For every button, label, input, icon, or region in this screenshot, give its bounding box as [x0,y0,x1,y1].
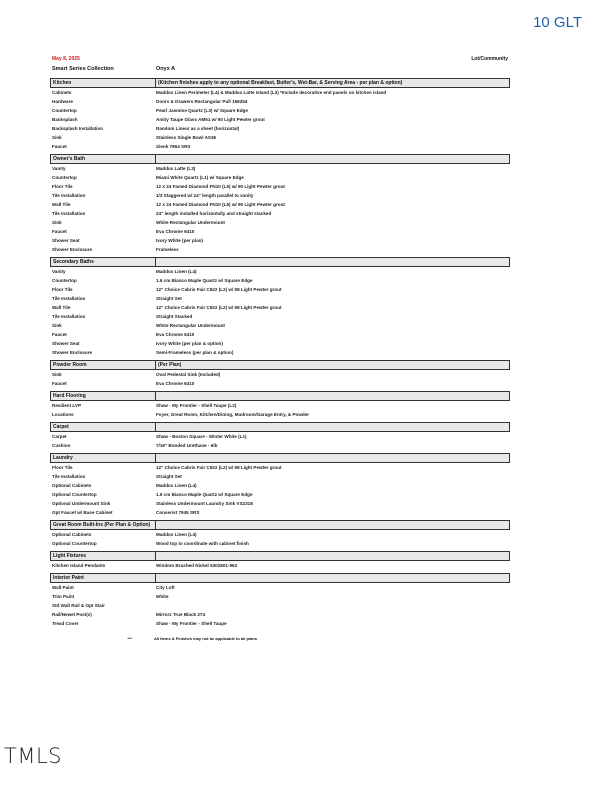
section-note [155,423,509,431]
spec-value: Mirrorz True Black 274 [156,612,206,617]
spec-value: Wood top to coordinate with cabinet finish [156,541,249,546]
spec-row [50,619,510,628]
spec-value: 7/16" Bonded Urethane - 6lb [156,443,218,448]
spec-row [50,379,510,388]
spec-value: Pearl Jasmine Quartz (L3) w/ Square Edge [156,108,248,113]
spec-row [50,490,510,499]
spec-value: Shaw - Boston Square - Winter White (L1) [156,434,247,439]
spec-value: Ivory White (per plan) [156,238,203,243]
section [50,78,510,151]
lot-community: Lot/Community [471,56,508,62]
sheet-date: May 8, 2025 [52,56,80,62]
spec-row [50,330,510,339]
spec-value: Straight Stacked [156,314,193,319]
sheet-header [50,54,510,63]
selection-sheet [50,54,510,641]
spec-value [156,601,510,610]
section-title: Interior Paint [53,575,84,581]
spec-value: 12" Choice Cabris Fair C522 (L2) w/ 98 Light Pewter grout [156,287,282,292]
section [50,257,510,357]
spec-row [50,583,510,592]
section-note [155,521,509,529]
spec-row [50,339,510,348]
spec-value: Shaw - My Frontier - Shell Taupe [156,621,227,626]
spec-value: 1.6 cm Bianco Maple Quartz w/ Square Edge [156,492,253,497]
section-header [50,78,510,88]
spec-value: Straight Set [156,474,182,479]
spec-value: White Rectangular Undermount [156,220,225,225]
spec-item: Tile Installation [52,296,86,301]
section-note [155,392,509,400]
section-title: Secondary Baths [53,259,94,265]
spec-row [50,472,510,481]
spec-row [50,88,510,97]
spec-value: Sienk 7864 SRS [156,144,191,149]
spec-row [50,200,510,209]
spec-value: Maddox Linen Perimeter (L4) & Maddox Latte Island (L3) *Include decorative end panels on kitchen island [156,90,387,95]
section-note [155,552,509,560]
collection-name: Smart Series Collection [52,66,114,72]
spec-row [50,592,510,601]
spec-item: Sink [52,372,62,377]
spec-item: Kitchen Island Pendants [52,563,106,568]
spec-item: Tile Installation [52,314,86,319]
spec-item: Vanity [52,269,66,274]
section-header [50,391,510,401]
spec-row [50,106,510,115]
spec-value: Oval Pedestal Sink (Included) [156,372,221,377]
spec-item: Rail/Newel Post(s) [52,612,92,617]
spec-item: Faucet [52,332,67,337]
spec-row [50,124,510,133]
spec-item: Opt Faucet w/ Base Cabinet [52,510,113,515]
section-title: Carpet [53,424,69,430]
section-title: Kitchen [53,80,72,86]
spec-item: Sink [52,220,62,225]
spec-value: Stainless Single Bowl AS36 [156,135,217,140]
spec-row [50,245,510,254]
spec-row [50,276,510,285]
section-header [50,360,510,370]
spec-item: Sink [52,323,62,328]
section-header [50,154,510,164]
spec-row [50,142,510,151]
spec-row [50,191,510,200]
section-note [155,155,509,163]
spec-value: Miami White Quartz (L1) w/ Square Edge [156,175,244,180]
spec-item: Floor Tile [52,465,73,470]
spec-row [50,133,510,142]
section-title: Hard Flooring [53,393,86,399]
section-title: Laundry [53,455,73,461]
spec-value: Foyer, Great Room, Kitchen/Dining, Mudroom/Garage Entry, & Powder [156,412,310,417]
spec-item: Tread Cover [52,621,79,626]
spec-row [50,508,510,517]
spec-row [50,348,510,357]
spec-row [50,370,510,379]
spec-value: Conserist 7945 SRS [156,510,200,515]
spec-value: 24" length installed horizontally and straight stacked [156,211,272,216]
spec-row [50,539,510,548]
spec-item: Optional Undermount Sink [52,501,111,506]
spec-item: Vanity [52,166,66,171]
spec-item: Floor Tile [52,184,73,189]
spec-row [50,441,510,450]
spec-row [50,227,510,236]
spec-item: Floor Tile [52,287,73,292]
spec-value: Shaw - My Frontier - Shell Taupe (L2) [156,403,237,408]
spec-value: Maddox Latte (L3) [156,166,196,171]
section-title: Owner's Bath [53,156,86,162]
section-note [155,454,509,462]
spec-row [50,561,510,570]
section-header [50,422,510,432]
spec-item: Countertop [52,108,77,113]
spec-item: Optional Countertop [52,541,97,546]
spec-value: Windom Brushed Nickel 5302801-962 [156,563,238,568]
spec-value: 12 x 24 Famed Diamond FN10 (L5) w/ 90 Light Pewter grout [156,202,285,207]
corner-label: 10 GLT [533,14,582,31]
footer-mark: *** [127,636,132,641]
spec-value: Maddox Linen (L4) [156,483,197,488]
spec-value: Eva Chrome 6410 [156,381,195,386]
section [50,520,510,548]
spec-value: Eva Chrome 6410 [156,332,195,337]
spec-item: Cushion [52,443,71,448]
spec-item: Resilient LVP [52,403,82,408]
tmls-watermark: TMLS [4,744,62,768]
spec-row [50,164,510,173]
spec-item: Wall Paint [52,585,74,590]
spec-value: Random Linear as a sheet (horizontal) [156,126,240,131]
section-title: Light Fixtures [53,553,87,559]
spec-item: Hardware [52,99,73,104]
spec-item: Faucet [52,381,67,386]
spec-item: Sink [52,135,62,140]
spec-row [50,610,510,619]
spec-item: Optional Countertop [52,492,97,497]
spec-value: Doors & Drawers Rectangular Pull 158254 [156,99,248,104]
section-title: Great Room Built-Ins (Per Plan & Option) [53,522,151,528]
footer-note [50,636,510,641]
spec-item: Backsplash [52,117,78,122]
spec-item: Tile Installation [52,193,86,198]
spec-item: Shower Enclosure [52,247,93,252]
section-note: (Per Plan) [155,361,509,369]
section-title: Powder Room [53,362,87,368]
spec-row [50,115,510,124]
spec-value: Straight Set [156,296,182,301]
spec-row [50,267,510,276]
section [50,360,510,388]
spec-value: Stainless Undermount Laundry Sink VS2318 [156,501,253,506]
spec-item: Std Wall Rail & Opt Stair [52,603,105,608]
spec-item: Cabinets [52,90,72,95]
spec-item: Shower Enclosure [52,350,93,355]
spec-item: Tile Installation [52,211,86,216]
spec-row [50,209,510,218]
spec-row [50,97,510,106]
spec-row [50,173,510,182]
spec-row [50,285,510,294]
collection-title-row [50,63,510,75]
spec-value: 12 x 24 Famed Diamond FN10 (L5) w/ 90 Light Pewter grout [156,184,285,189]
spec-value: 1.6 cm Bianco Maple Quartz w/ Square Edge [156,278,253,283]
section [50,154,510,254]
spec-row [50,410,510,419]
section-header [50,573,510,583]
spec-item: Optional Cabinets [52,483,92,488]
spec-row [50,463,510,472]
spec-item: Locations [52,412,74,417]
spec-value: Frameless [156,247,179,252]
section [50,551,510,570]
spec-item: Tile Installation [52,474,86,479]
spec-row [50,312,510,321]
spec-item: Carpet [52,434,67,439]
spec-row [50,601,510,610]
section [50,573,510,628]
spec-value: Amity Taupe Glass AM51 w/ 90 Light Pewter grout [156,117,265,122]
section-header [50,453,510,463]
spec-row [50,321,510,330]
spec-item: Shower Seat [52,238,80,243]
spec-item: Wall Tile [52,202,71,207]
spec-item: Backsplash Installation [52,126,104,131]
spec-value: Maddox Linen (L4) [156,532,197,537]
section-note [155,258,509,266]
section-header [50,551,510,561]
spec-value: Maddox Linen (L4) [156,269,197,274]
spec-value: White [156,594,169,599]
spec-item: Trim Paint [52,594,75,599]
spec-item: Wall Tile [52,305,71,310]
spec-item: Countertop [52,278,77,283]
spec-item: Optional Cabinets [52,532,92,537]
scheme-name: Onyx A [156,66,176,72]
section [50,422,510,450]
spec-value: 12" Choice Cabris Fair C522 (L2) w/ 98 Light Pewter grout [156,465,282,470]
spec-value: City Loft [156,585,175,590]
spec-item: Faucet [52,229,67,234]
section-note: (Kitchen finishes apply to any optional Breakfast, Butler's, Wet-Bar, & Serving Area - per plan & option) [155,79,509,87]
spec-value: Semi-Frameless (per plan & option) [156,350,234,355]
spec-row [50,294,510,303]
footer-text: All Items & Finishes may not be applicable to all plans [154,636,257,641]
spec-value: 12" Choice Cabris Fair C522 (L2) w/ 98 Light Pewter grout [156,305,282,310]
spec-item: Faucet [52,144,67,149]
spec-row [50,182,510,191]
section-header [50,257,510,267]
spec-item: Shower Seat [52,341,80,346]
spec-row [50,432,510,441]
section-header [50,520,510,530]
spec-row [50,481,510,490]
spec-value: Ivory White (per plan & option) [156,341,223,346]
spec-item: Countertop [52,175,77,180]
sections-container [50,78,510,628]
spec-row [50,303,510,312]
spec-value: White Rectangular Undermount [156,323,225,328]
spec-value: 1/3 Staggered w/ 24" length parallel to vanity [156,193,254,198]
spec-value: Eva Chrome 6410 [156,229,195,234]
section [50,391,510,419]
spec-row [50,530,510,539]
spec-row [50,236,510,245]
spec-row [50,499,510,508]
section [50,453,510,517]
spec-row [50,401,510,410]
section-note [155,574,509,582]
spec-row [50,218,510,227]
